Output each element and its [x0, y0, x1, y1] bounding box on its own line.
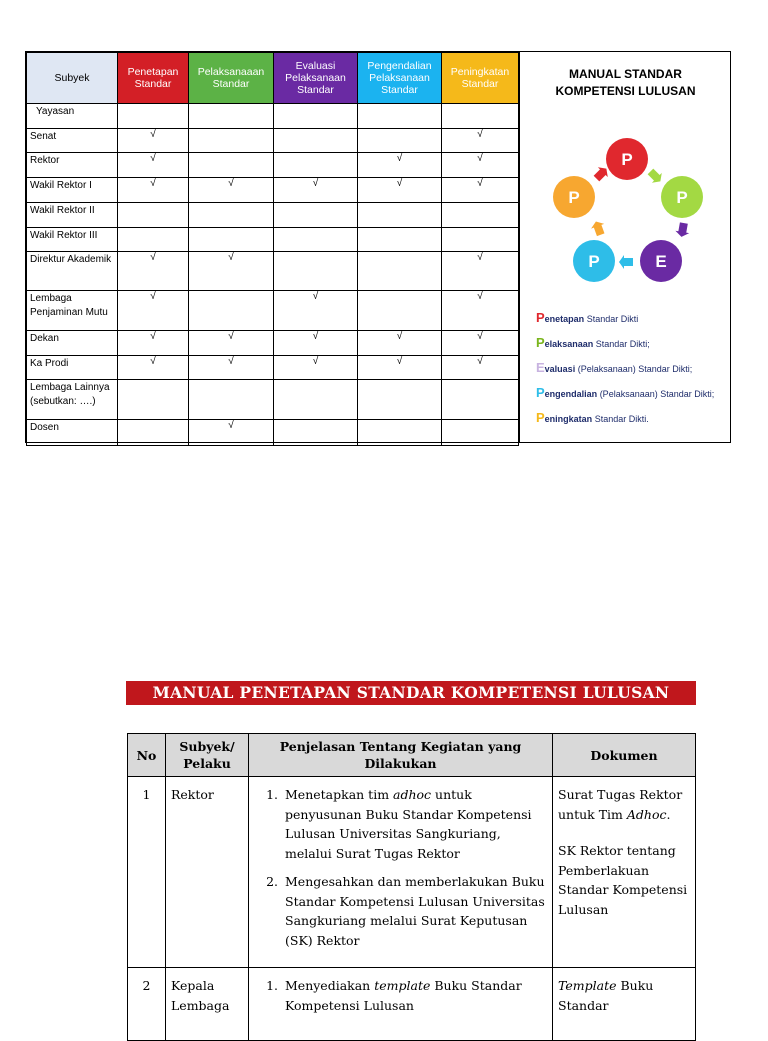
procedure-description — [249, 777, 553, 968]
matrix-subject-cell: Lembaga Penjaminan Mutu — [27, 291, 118, 331]
header-stage-2: Pelaksanaaan Standar — [189, 53, 274, 104]
legend-item — [536, 356, 714, 381]
check-mark: √ — [150, 356, 156, 367]
procedure-documents — [553, 968, 696, 1041]
check-mark: √ — [312, 178, 319, 189]
check-mark: √ — [150, 129, 156, 140]
matrix-check-cell — [442, 104, 519, 129]
matrix-subject-cell: Dosen — [27, 420, 118, 446]
cycle-node-letter: E — [655, 252, 667, 271]
matrix-row — [27, 291, 519, 331]
cycle-node-letter: P — [588, 252, 600, 271]
activity-text — [285, 874, 545, 948]
legend-rest: (Pelaksanaan) Standar Dikti; — [575, 364, 693, 374]
cycle-arrow-icon — [675, 222, 691, 238]
matrix-header-row — [27, 53, 519, 104]
matrix-check-cell — [358, 291, 442, 331]
header-document: Dokumen — [553, 734, 696, 777]
check-mark: √ — [228, 356, 234, 367]
matrix-check-cell — [189, 252, 274, 291]
matrix-check-cell — [189, 356, 274, 380]
matrix-row — [27, 420, 519, 446]
procedure-row — [128, 777, 696, 968]
matrix-check-cell — [118, 178, 189, 203]
matrix-row — [27, 228, 519, 252]
document-entry — [558, 976, 690, 1015]
matrix-row — [27, 153, 519, 178]
matrix-check-cell — [442, 129, 519, 153]
matrix-check-cell — [358, 228, 442, 252]
check-mark: √ — [228, 252, 234, 263]
panel-title-line2: KOMPETENSI LULUSAN — [555, 84, 696, 98]
legend-rest: Standar Dikti; — [593, 339, 650, 349]
matrix-check-cell — [118, 420, 189, 446]
check-mark: √ — [150, 153, 156, 164]
matrix-check-cell — [189, 203, 274, 228]
standards-matrix-block — [25, 51, 731, 443]
activity-item — [282, 785, 547, 863]
document-text-post: Buku Standar — [558, 978, 654, 1013]
matrix-check-cell — [274, 331, 358, 356]
matrix-check-cell — [358, 252, 442, 291]
matrix-row — [27, 380, 519, 420]
cycle-node — [573, 240, 615, 282]
section-title-banner: MANUAL PENETAPAN STANDAR KOMPETENSI LULUSAN — [126, 681, 696, 705]
matrix-check-cell — [118, 291, 189, 331]
matrix-check-cell — [274, 356, 358, 380]
procedure-body — [128, 777, 696, 1041]
activity-text-post: untuk penyusunan Buku Standar Kompetensi Lulusan Universitas Sangkuriang, melalui Surat Tugas Rektor — [285, 787, 532, 861]
header-stage-1: Penetapan Standar — [118, 53, 189, 104]
matrix-check-cell — [189, 104, 274, 129]
matrix-check-cell — [442, 252, 519, 291]
matrix-check-cell — [189, 380, 274, 420]
activity-text-pre: Mengesahkan dan memberlakukan Buku Standar Kompetensi Lulusan Universitas Sangkuriang melalui Surat Keputusan (SK) Rektor — [285, 874, 545, 948]
legend-lead-letter: P — [536, 410, 545, 425]
matrix-check-cell — [442, 331, 519, 356]
legend-lead-letter: P — [536, 335, 545, 350]
matrix-check-cell — [118, 356, 189, 380]
legend-rest: (Pelaksanaan) Standar Dikti; — [597, 389, 715, 399]
matrix-check-cell — [358, 331, 442, 356]
matrix-check-cell — [274, 228, 358, 252]
matrix-check-cell — [274, 178, 358, 203]
matrix-check-cell — [442, 178, 519, 203]
activity-list — [254, 976, 547, 1015]
document-text-emphasis: Template — [558, 978, 617, 993]
matrix-subject-cell: Direktur Akademik — [27, 252, 118, 291]
matrix-check-cell — [189, 178, 274, 203]
check-mark: √ — [477, 129, 483, 140]
matrix-check-cell — [189, 291, 274, 331]
check-mark: √ — [396, 178, 403, 189]
matrix-check-cell — [442, 420, 519, 446]
procedure-no: 2 — [128, 968, 166, 1041]
legend-term: enetapan — [544, 314, 585, 324]
legend-item — [536, 306, 714, 331]
check-mark: √ — [150, 178, 156, 189]
matrix-check-cell — [118, 252, 189, 291]
check-mark: √ — [477, 178, 483, 189]
procedure-subject: Rektor — [166, 777, 249, 968]
document-text-emphasis: Adhoc — [626, 806, 667, 822]
matrix-check-cell — [442, 291, 519, 331]
procedure-header-row — [128, 734, 696, 777]
matrix-row — [27, 203, 519, 228]
matrix-check-cell — [442, 380, 519, 420]
legend-item — [536, 331, 714, 356]
procedure-no: 1 — [128, 777, 166, 968]
header-subject: Subyek/ Pelaku — [166, 734, 249, 777]
activity-text-emphasis: template — [374, 978, 431, 993]
activity-item — [282, 872, 547, 950]
matrix-check-cell — [274, 291, 358, 331]
document-text-pre: SK Rektor tentang Pemberlakuan Standar Kompetensi Lulusan — [558, 843, 688, 917]
matrix-row — [27, 331, 519, 356]
check-mark: √ — [477, 252, 483, 263]
cycle-node-letter: P — [676, 188, 688, 207]
document-text — [558, 787, 682, 822]
matrix-check-cell — [189, 331, 274, 356]
matrix-subject-cell: Wakil Rektor I — [27, 178, 118, 203]
header-description: Penjelasan Tentang Kegiatan yang Dilakukan — [249, 734, 553, 777]
matrix-check-cell — [118, 331, 189, 356]
check-mark: √ — [477, 291, 483, 302]
legend-term: valuasi — [544, 364, 576, 374]
matrix-row — [27, 178, 519, 203]
activity-text-emphasis: adhoc — [393, 787, 432, 802]
cycle-node — [606, 138, 648, 180]
matrix-subject-cell: Dekan — [27, 331, 118, 356]
header-no: No — [128, 734, 166, 777]
check-mark: √ — [312, 291, 319, 302]
check-mark: √ — [477, 331, 483, 342]
ppepp-legend — [536, 306, 714, 431]
matrix-check-cell — [358, 420, 442, 446]
document-entry — [558, 841, 690, 919]
matrix-check-cell — [358, 203, 442, 228]
legend-lead-letter: E — [536, 360, 545, 375]
check-mark: √ — [477, 153, 483, 164]
matrix-row — [27, 104, 519, 129]
legend-item — [536, 381, 714, 406]
activity-item — [282, 976, 547, 1015]
matrix-subject-cell: Yayasan — [27, 104, 118, 129]
matrix-check-cell — [358, 178, 442, 203]
document-text — [558, 978, 653, 1013]
matrix-subject-cell: Rektor — [27, 153, 118, 178]
matrix-check-cell — [358, 153, 442, 178]
header-stage-4: Pengendalian Pelaksanaan Standar — [358, 53, 442, 104]
cycle-node — [661, 176, 703, 218]
matrix-subject-cell: Senat — [27, 129, 118, 153]
check-mark: √ — [150, 252, 156, 263]
matrix-check-cell — [118, 153, 189, 178]
cycle-node — [640, 240, 682, 282]
matrix-check-cell — [189, 228, 274, 252]
matrix-check-cell — [118, 203, 189, 228]
matrix-row — [27, 252, 519, 291]
activity-text-pre: Menyediakan — [285, 978, 375, 993]
cycle-node-letter: P — [621, 150, 633, 169]
cycle-arrow-icon — [589, 219, 607, 237]
cycle-node-letter: P — [568, 188, 580, 207]
activity-text-pre: Menetapkan tim — [285, 787, 394, 802]
document-text-pre: Surat Tugas Rektor untuk Tim — [558, 787, 683, 822]
ppepp-cycle-diagram — [540, 127, 710, 287]
matrix-check-cell — [189, 129, 274, 153]
activity-text — [285, 978, 522, 1013]
matrix-check-cell — [274, 252, 358, 291]
procedure-table — [127, 733, 696, 1041]
check-mark: √ — [150, 291, 156, 302]
header-subyek: Subyek — [27, 53, 118, 104]
check-mark: √ — [228, 178, 234, 189]
matrix-check-cell — [442, 228, 519, 252]
check-mark: √ — [396, 331, 403, 342]
legend-term: elaksanaan — [544, 339, 594, 349]
cycle-arrow-icon — [619, 255, 633, 269]
panel-title — [520, 66, 731, 100]
check-mark: √ — [312, 356, 319, 367]
role-matrix-table — [26, 52, 519, 446]
header-stage-5: Peningkatan Standar — [442, 53, 519, 104]
document-text — [558, 843, 687, 917]
matrix-check-cell — [118, 104, 189, 129]
cycle-node — [553, 176, 595, 218]
procedure-row — [128, 968, 696, 1041]
matrix-check-cell — [274, 153, 358, 178]
header-stage-3: Evaluasi Pelaksanaan Standar — [274, 53, 358, 104]
matrix-check-cell — [358, 380, 442, 420]
matrix-check-cell — [118, 380, 189, 420]
matrix-check-cell — [274, 129, 358, 153]
matrix-check-cell — [118, 129, 189, 153]
document-entry — [558, 785, 690, 824]
procedure-subject: Kepala Lembaga — [166, 968, 249, 1041]
matrix-check-cell — [442, 356, 519, 380]
matrix-check-cell — [189, 153, 274, 178]
legend-term: eningkatan — [544, 414, 593, 424]
legend-term: engendalian — [544, 389, 598, 399]
check-mark: √ — [150, 331, 156, 342]
matrix-check-cell — [274, 420, 358, 446]
procedure-description — [249, 968, 553, 1041]
matrix-check-cell — [274, 203, 358, 228]
legend-rest: Standar Dikti — [584, 314, 639, 324]
check-mark: √ — [228, 331, 234, 342]
check-mark: √ — [396, 153, 403, 164]
legend-lead-letter: P — [536, 385, 545, 400]
matrix-check-cell — [274, 104, 358, 129]
panel-title-line1: MANUAL STANDAR — [569, 67, 682, 81]
matrix-check-cell — [358, 129, 442, 153]
matrix-row — [27, 356, 519, 380]
matrix-row — [27, 129, 519, 153]
matrix-check-cell — [442, 153, 519, 178]
check-mark: √ — [477, 356, 483, 367]
matrix-check-cell — [274, 380, 358, 420]
matrix-subject-cell: Wakil Rektor III — [27, 228, 118, 252]
manual-info-panel — [519, 52, 731, 442]
legend-lead-letter: P — [536, 310, 545, 325]
check-mark: √ — [228, 420, 234, 431]
matrix-check-cell — [189, 420, 274, 446]
procedure-documents — [553, 777, 696, 968]
matrix-subject-cell: Ka Prodi — [27, 356, 118, 380]
legend-rest: Standar Dikti. — [592, 414, 649, 424]
matrix-check-cell — [358, 104, 442, 129]
matrix-check-cell — [118, 228, 189, 252]
matrix-check-cell — [358, 356, 442, 380]
activity-list — [254, 785, 547, 950]
document-text-post: . — [666, 806, 671, 822]
legend-item — [536, 406, 714, 431]
cycle-arrow-icon — [646, 167, 666, 187]
matrix-subject-cell: Lembaga Lainnya (sebutkan: ….) — [27, 380, 118, 420]
check-mark: √ — [396, 356, 403, 367]
matrix-body — [27, 104, 519, 446]
matrix-check-cell — [442, 203, 519, 228]
activity-text — [285, 787, 532, 861]
matrix-subject-cell: Wakil Rektor II — [27, 203, 118, 228]
activity-text-post: Buku Standar Kompetensi Lulusan — [285, 978, 522, 1013]
check-mark: √ — [312, 331, 319, 342]
